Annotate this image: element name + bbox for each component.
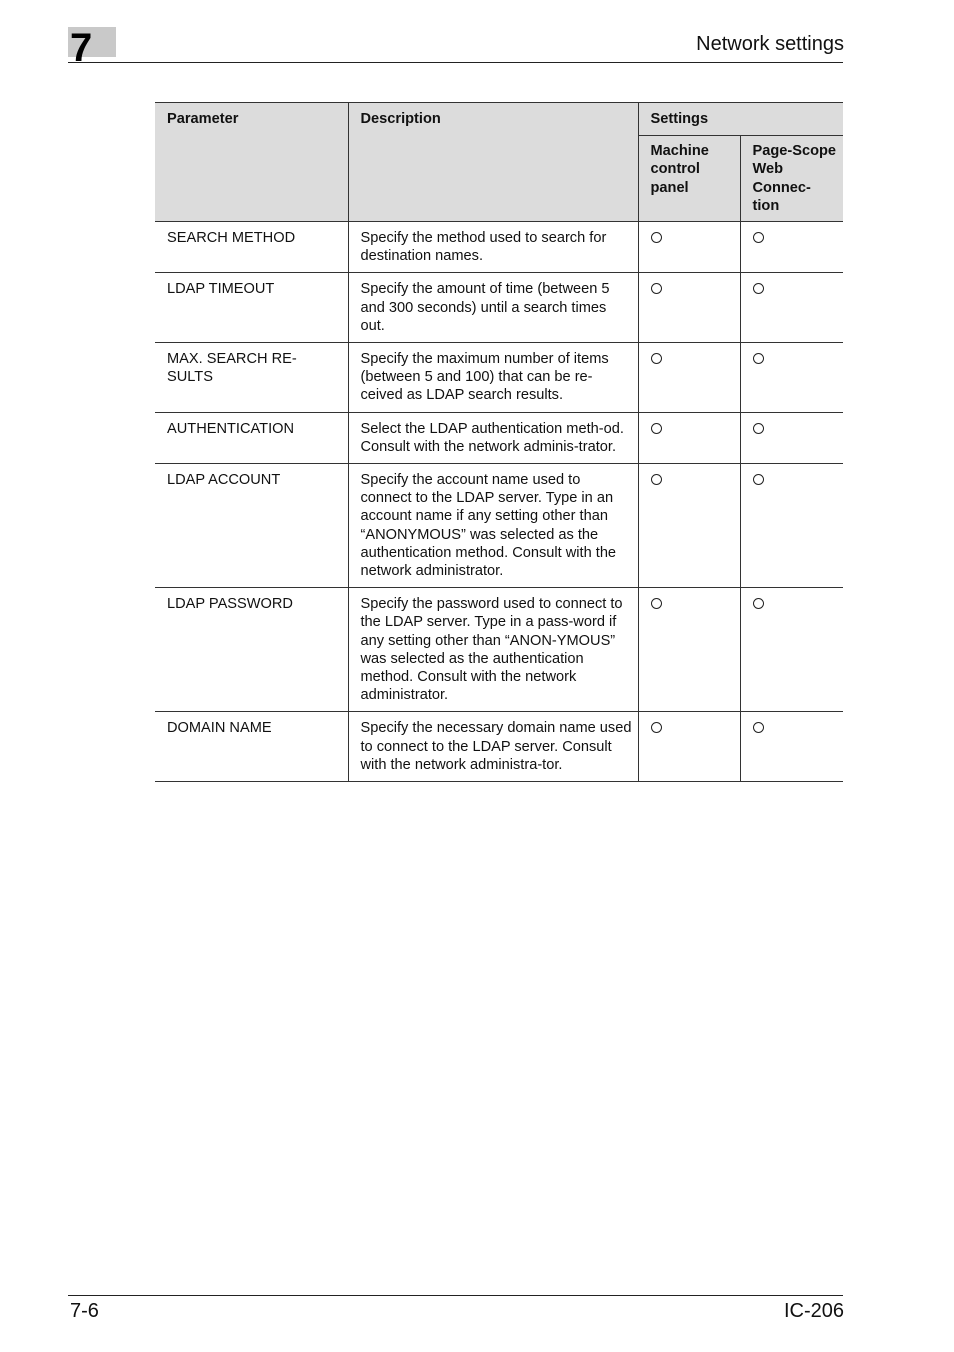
table-row — [155, 273, 843, 343]
machine-panel-cell — [638, 412, 740, 463]
available-circle-icon — [651, 353, 662, 364]
available-circle-icon — [651, 232, 662, 243]
page-number: 7-6 — [70, 1300, 99, 1322]
available-circle-icon — [753, 474, 764, 485]
parameter-cell: LDAP PASSWORD — [155, 588, 348, 712]
parameter-cell: LDAP TIMEOUT — [155, 273, 348, 343]
available-circle-icon — [651, 283, 662, 294]
web-connection-cell — [740, 588, 843, 712]
available-circle-icon — [753, 232, 764, 243]
model-name: IC-206 — [783, 1300, 844, 1322]
available-circle-icon — [753, 283, 764, 294]
description-cell: Specify the necessary domain name used to connect to the LDAP server. Consult with the network administra-tor. — [348, 712, 638, 782]
ldap-settings-table — [155, 102, 843, 782]
available-circle-icon — [753, 353, 764, 364]
section-title: Network settings — [696, 33, 844, 55]
web-connection-cell — [740, 222, 843, 273]
machine-panel-cell — [638, 464, 740, 588]
chapter-number: 7 — [70, 26, 93, 70]
table-row — [155, 712, 843, 782]
table-row — [155, 464, 843, 588]
web-connection-cell — [740, 412, 843, 463]
header-settings: Settings — [638, 103, 843, 136]
parameter-cell: DOMAIN NAME — [155, 712, 348, 782]
description-cell: Specify the amount of time (between 5 and 300 seconds) until a search times out. — [348, 273, 638, 343]
machine-panel-cell — [638, 273, 740, 343]
description-cell: Specify the method used to search for destination names. — [348, 222, 638, 273]
header-pagescope-web-connection: Page-Scope Web Connec-tion — [740, 136, 843, 222]
web-connection-cell — [740, 464, 843, 588]
machine-panel-cell — [638, 222, 740, 273]
table-row — [155, 588, 843, 712]
description-cell: Specify the password used to connect to the LDAP server. Type in a pass-word if any setting other than “ANON-YMOUS” was selected as the authentication method. Consult with the network administrator. — [348, 588, 638, 712]
web-connection-cell — [740, 712, 843, 782]
available-circle-icon — [753, 598, 764, 609]
table-row — [155, 412, 843, 463]
machine-panel-cell — [638, 343, 740, 413]
machine-panel-cell — [638, 588, 740, 712]
parameter-cell: MAX. SEARCH RE-SULTS — [155, 343, 348, 413]
parameter-cell: AUTHENTICATION — [155, 412, 348, 463]
machine-panel-cell — [638, 712, 740, 782]
footer-divider — [68, 1295, 843, 1296]
web-connection-cell — [740, 273, 843, 343]
header-machine-control-panel: Machine control panel — [638, 136, 740, 222]
description-cell: Specify the maximum number of items (between 5 and 100) that can be re-ceived as LDAP search results. — [348, 343, 638, 413]
web-connection-cell — [740, 343, 843, 413]
table-row — [155, 222, 843, 273]
available-circle-icon — [753, 722, 764, 733]
parameter-cell: SEARCH METHOD — [155, 222, 348, 273]
header-description: Description — [348, 103, 638, 222]
available-circle-icon — [651, 474, 662, 485]
parameter-cell: LDAP ACCOUNT — [155, 464, 348, 588]
table-row — [155, 343, 843, 413]
description-cell: Specify the account name used to connect to the LDAP server. Type in an account name if any setting other than “ANONYMOUS” was selected as the authentication method. Consult with the network administrator. — [348, 464, 638, 588]
available-circle-icon — [651, 722, 662, 733]
header-divider — [68, 62, 843, 63]
available-circle-icon — [651, 423, 662, 434]
available-circle-icon — [753, 423, 764, 434]
header-parameter: Parameter — [155, 103, 348, 222]
available-circle-icon — [651, 598, 662, 609]
description-cell: Select the LDAP authentication meth-od. Consult with the network adminis-trator. — [348, 412, 638, 463]
table-header-row — [155, 103, 843, 136]
